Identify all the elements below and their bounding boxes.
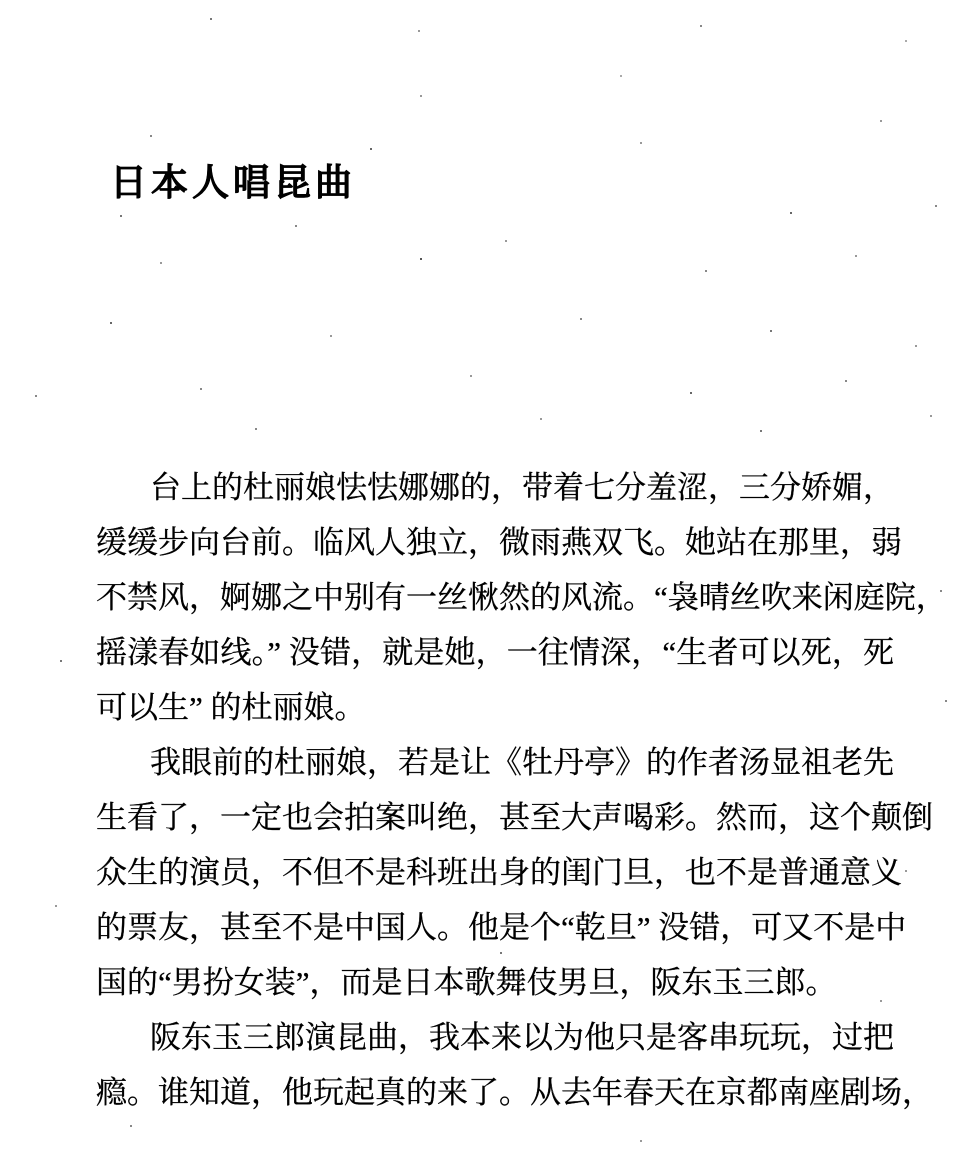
text-line: 摇漾春如线。” 没错，就是她，一往情深，“生者可以死，死 bbox=[96, 635, 894, 670]
text-line: 台上的杜丽娘怯怯娜娜的，带着七分羞涩，三分娇媚， bbox=[150, 470, 894, 505]
scan-noise-speckles bbox=[0, 0, 2, 2]
text-line: 我眼前的杜丽娘，若是让《牡丹亭》的作者汤显祖老先 bbox=[150, 745, 894, 780]
text-line: 生看了，一定也会拍案叫绝，甚至大声喝彩。然而，这个颠倒 bbox=[96, 800, 933, 835]
text-line: 国的“男扮女装”，而是日本歌舞伎男旦，阪东玉三郎。 bbox=[96, 965, 837, 1000]
text-line: 不禁风，婀娜之中别有一丝愀然的风流。“袅晴丝吹来闲庭院， bbox=[96, 580, 947, 615]
text-line: 缓缓步向台前。临风人独立，微雨燕双飞。她站在那里，弱 bbox=[96, 525, 902, 560]
text-line: 阪东玉三郎演昆曲，我本来以为他只是客串玩玩，过把 bbox=[150, 1020, 894, 1055]
page-title: 日本人唱昆曲 bbox=[110, 162, 356, 204]
text-line: 众生的演员，不但不是科班出身的闺门旦，也不是普通意义 bbox=[96, 855, 902, 890]
text-line: 瘾。谁知道，他玩起真的来了。从去年春天在京都南座剧场， bbox=[96, 1075, 933, 1110]
text-line: 可以生” 的杜丽娘。 bbox=[96, 690, 366, 725]
text-line: 的票友，甚至不是中国人。他是个“乾旦” 没错，可又不是中 bbox=[96, 910, 907, 945]
